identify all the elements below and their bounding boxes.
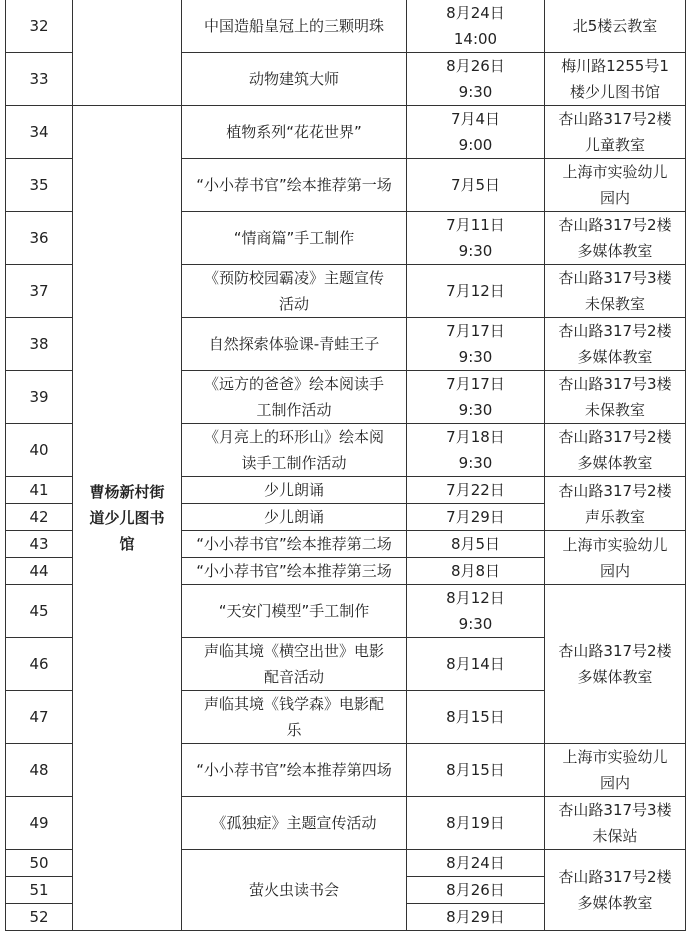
row-number: 49 [6,797,73,850]
activity-title: “天安门模型”手工制作 [182,585,407,638]
table-row [6,0,686,53]
activity-title: 声临其境《横空出世》电影 配音活动 [182,638,407,691]
activity-place: 北5楼云教室 [545,0,686,53]
library-name: 曹杨新村街道少儿图书馆 [73,106,182,931]
activity-time: 7月18日 9:30 [407,424,545,477]
activity-place: 杏山路317号2楼 儿童教室 [545,106,686,159]
activity-title: “小小荐书官”绘本推荐第三场 [182,558,407,585]
activity-title: 《孤独症》主题宣传活动 [182,797,407,850]
row-number: 47 [6,691,73,744]
row-number: 48 [6,744,73,797]
activity-place: 杏山路317号2楼 多媒体教室 [545,212,686,265]
activity-title: 萤火虫读书会 [182,850,407,931]
activity-time: 8月12日 9:30 [407,585,545,638]
row-number: 52 [6,904,73,931]
activity-place: 杏山路317号3楼 未保站 [545,797,686,850]
activity-title: “小小荐书官”绘本推荐第一场 [182,159,407,212]
activity-place: 杏山路317号3楼 未保教室 [545,371,686,424]
row-number: 40 [6,424,73,477]
activity-time: 8月26日 9:30 [407,53,545,106]
activity-time: 7月17日 9:30 [407,371,545,424]
activity-title: 少儿朗诵 [182,477,407,504]
activity-title: 《远方的爸爸》绘本阅读手 工制作活动 [182,371,407,424]
activity-time: 7月22日 [407,477,545,504]
activity-place: 杏山路317号3楼 未保教室 [545,265,686,318]
activity-time: 8月29日 [407,904,545,931]
activity-time: 7月17日 9:30 [407,318,545,371]
activity-title: 植物系列“花花世界” [182,106,407,159]
activity-title: 少儿朗诵 [182,504,407,531]
row-number: 34 [6,106,73,159]
row-number: 45 [6,585,73,638]
activity-time: 8月8日 [407,558,545,585]
activity-table [5,0,686,931]
activity-time: 8月5日 [407,531,545,558]
activity-time: 8月19日 [407,797,545,850]
activity-time: 7月11日 9:30 [407,212,545,265]
activity-title: 声临其境《钱学森》电影配 乐 [182,691,407,744]
row-number: 32 [6,0,73,53]
activity-title: 中国造船皇冠上的三颗明珠 [182,0,407,53]
row-number: 37 [6,265,73,318]
activity-time: 7月4日 9:00 [407,106,545,159]
activity-title: 动物建筑大师 [182,53,407,106]
activity-place: 梅川路1255号1 楼少儿图书馆 [545,53,686,106]
activity-title: 《月亮上的环形山》绘本阅 读手工制作活动 [182,424,407,477]
row-number: 50 [6,850,73,877]
activity-place: 上海市实验幼儿 园内 [545,531,686,585]
activity-time: 7月29日 [407,504,545,531]
activity-time: 8月24日 14:00 [407,0,545,53]
row-number: 51 [6,877,73,904]
activity-place: 杏山路317号2楼 多媒体教室 [545,850,686,931]
row-number: 42 [6,504,73,531]
activity-time: 8月24日 [407,850,545,877]
activity-time: 8月26日 [407,877,545,904]
activity-time: 7月5日 [407,159,545,212]
row-number: 33 [6,53,73,106]
row-number: 36 [6,212,73,265]
row-number: 43 [6,531,73,558]
activity-title: 自然探索体验课-青蛙王子 [182,318,407,371]
library-cell-prev [73,0,182,106]
row-number: 38 [6,318,73,371]
activity-place: 杏山路317号2楼 多媒体教室 [545,585,686,744]
activity-place: 上海市实验幼儿 园内 [545,159,686,212]
activity-time: 7月12日 [407,265,545,318]
row-number: 41 [6,477,73,504]
activity-place: 杏山路317号2楼 声乐教室 [545,477,686,531]
activity-title: 《预防校园霸凌》主题宣传 活动 [182,265,407,318]
activity-time: 8月15日 [407,691,545,744]
activity-place: 杏山路317号2楼 多媒体教室 [545,318,686,371]
activity-time: 8月14日 [407,638,545,691]
row-number: 44 [6,558,73,585]
table-row [6,106,686,159]
activity-place: 杏山路317号2楼 多媒体教室 [545,424,686,477]
row-number: 35 [6,159,73,212]
activity-title: “小小荐书官”绘本推荐第二场 [182,531,407,558]
activity-title: “小小荐书官”绘本推荐第四场 [182,744,407,797]
activity-title: “情商篇”手工制作 [182,212,407,265]
row-number: 39 [6,371,73,424]
activity-time: 8月15日 [407,744,545,797]
row-number: 46 [6,638,73,691]
activity-place: 上海市实验幼儿 园内 [545,744,686,797]
